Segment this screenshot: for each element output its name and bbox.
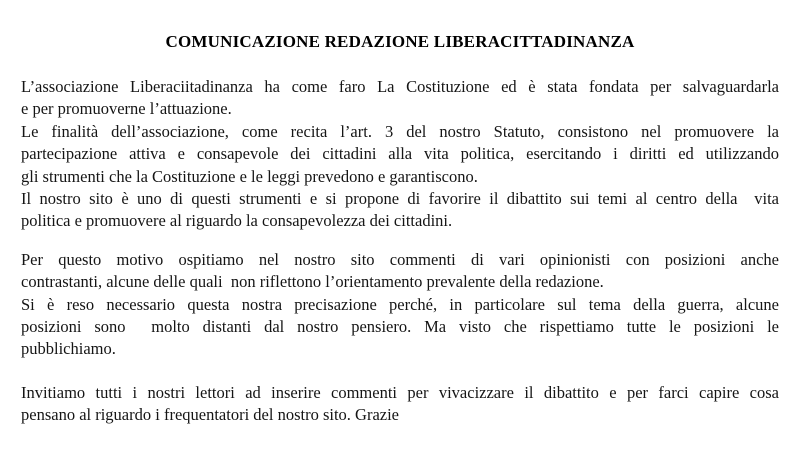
paragraph-block [21,249,779,361]
text-line: Si è reso necessario questa nostra precisazione perché, in particolare sul tema della guerra, alcune [21,294,779,314]
text-line: politica e promuovere al riguardo la consapevolezza dei cittadini. [21,211,453,231]
text-line: gli strumenti che la Costituzione e le leggi prevedono e garantiscono. [21,166,478,186]
text-line: partecipazione attiva e consapevole dei cittadini alla vita politica, esercitando i diritti ed utilizzando [21,144,779,164]
text-line: contrastanti, alcune delle quali non riflettono l’orientamento prevalente della redazione. [21,272,604,292]
document-body [21,76,779,427]
text-line: posizioni sono molto distanti dal nostro pensiero. Ma visto che rispettiamo tutte le posizioni le [21,317,779,337]
text-line: pubblichiamo. [21,339,116,359]
text-line: pensano al riguardo i frequentatori del nostro sito. Grazie [21,405,400,425]
paragraph-block [21,76,779,233]
text-line: L’associazione Liberaciitadinanza ha come faro La Costituzione ed è stata fondata per salvaguardarla [21,77,779,96]
text-line: Per questo motivo ospitiamo nel nostro sito commenti di vari opinionisti con posizioni anche [21,249,779,269]
text-line: Le finalità dell’associazione, come recita l’art. 3 del nostro Statuto, consistono nel promuovere la [21,121,779,141]
document-title: COMUNICAZIONE REDAZIONE LIBERACITTADINANZA [165,32,635,51]
paragraph-block [21,382,779,427]
text-line: Il nostro sito è uno di questi strumenti e si propone di favorire il dibattito sui temi al centro della vita [21,189,779,209]
text-line: e per promuoverne l’attuazione. [21,99,232,119]
text-line: Invitiamo tutti i nostri lettori ad inserire commenti per vivacizzare il dibattito e per farci capire cosa [21,382,779,402]
